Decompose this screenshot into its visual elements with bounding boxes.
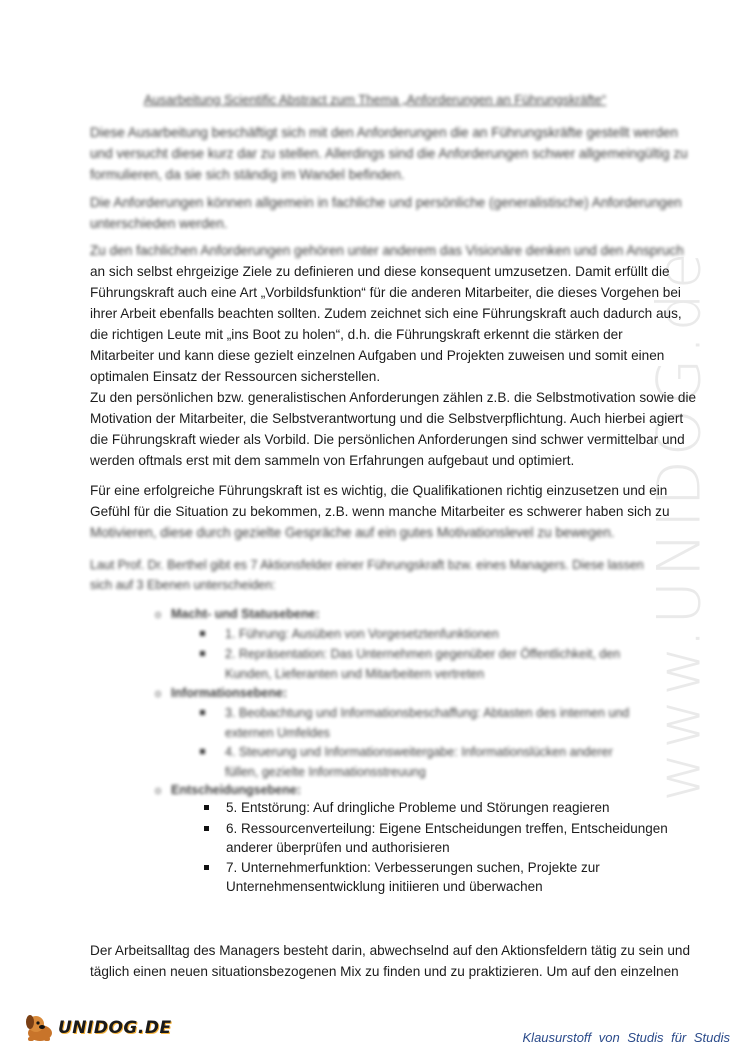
alltag-line: täglich einen neuen situationsbezogenen Mix zu finden und zu praktizieren. Um auf den einzelnen — [90, 964, 679, 979]
ring-bullet-icon: o — [155, 688, 162, 700]
square-bullet-icon — [200, 651, 205, 656]
fachlich-line: die richtigen Leute mit „ins Boot zu holen“, d.h. die Führungskraft erkennt die stärken der — [90, 327, 623, 342]
categories-line: unterschieden werden. — [90, 216, 228, 231]
list-item — [200, 742, 640, 782]
list-item — [200, 798, 640, 817]
unidog-logo[interactable] — [22, 1013, 172, 1043]
square-bullet-icon — [200, 631, 205, 636]
persoenlich-line: Motivation der Mitarbeiter, die Selbstverantwortung und die Selbstverpflichtung. Auch hierbei agiert — [90, 411, 684, 426]
list-item-text: 5. Entstörung: Auf dringliche Probleme und Störungen reagieren — [226, 800, 610, 815]
level-title: Informationsebene: — [171, 686, 287, 700]
list-item — [200, 703, 640, 743]
list-item-text: Kunden, Lieferanten und Mitarbeitern vertreten — [225, 667, 485, 681]
fachlich-line: Mitarbeiter und kann diese gezielt einzelnen Aufgaben und Projekten zuweisen und somit einen — [90, 348, 665, 363]
list-item — [200, 644, 640, 684]
categories-line: Die Anforderungen können allgemein in fachliche und persönliche (generalistische) Anforderungen — [90, 195, 682, 210]
persoenlich-line: Zu den persönlichen bzw. generalistischen Anforderungen zählen z.B. die Selbstmotivation sowie die — [90, 390, 697, 405]
erfolg-line: Für eine erfolgreiche Führungskraft ist es wichtig, die Qualifikationen richtig einzusetzen und ein — [90, 483, 668, 498]
square-bullet-icon — [204, 865, 209, 870]
berthel-line: Laut Prof. Dr. Berthel gibt es 7 Aktionsfelder einer Führungskraft bzw. eines Managers. Diese lassen — [90, 558, 644, 572]
persoenlich-paragraph — [90, 387, 697, 471]
ring-bullet-icon: o — [155, 609, 162, 621]
berthel-paragraph — [90, 555, 660, 595]
list-item — [200, 819, 668, 857]
dog-mascot-icon — [22, 1013, 58, 1043]
persoenlich-line: die Führungskraft wieder als Vorbild. Die persönlichen Anforderungen sind schwer vermittelbar und — [90, 432, 685, 447]
list-item-text: 1. Führung: Ausüben von Vorgesetztenfunktionen — [225, 627, 499, 641]
alltag-paragraph — [90, 940, 691, 982]
berthel-line: sich auf 3 Ebenen unterscheiden: — [90, 578, 276, 592]
erfolg-blurred-line — [90, 522, 660, 543]
square-bullet-icon — [200, 710, 205, 715]
list-item-text: 4. Steuerung und Informationsweitergabe: Informationslücken anderer — [225, 745, 613, 759]
fachlich-line: ihrer Arbeit ebenfalls beachten sollten. Zudem zeichnet sich eine Führungskraft auch dadurch aus, — [90, 306, 682, 321]
intro-line: und versucht diese kurz dar zu stellen. Allerdings sind die Anforderungen schwer allgemeingültig zu — [90, 146, 688, 161]
list-item-text: 2. Repräsentation: Das Unternehmen gegenüber der Öffentlichkeit, den — [225, 647, 621, 661]
square-bullet-icon — [200, 749, 205, 754]
fachlich-paragraph — [90, 261, 682, 387]
erfolg-last-line: Motivieren, diese durch gezielte Gespräche auf ein gutes Motivationslevel zu bewegen. — [90, 525, 615, 540]
intro-paragraph — [90, 122, 688, 185]
level-heading — [155, 683, 655, 704]
footer-slogan: Klausurstoff von Studis für Studis — [522, 1030, 730, 1045]
square-bullet-icon — [204, 826, 209, 831]
fachlich-line: an sich selbst ehrgeizige Ziele zu definieren und diese konsequent umzusetzen. Damit erfüllt die — [90, 264, 670, 279]
list-item-text: Unternehmensentwicklung initiieren und überwachen — [226, 879, 543, 894]
list-item-text: externen Umfeldes — [225, 726, 330, 740]
level-title: Macht- und Statusebene: — [171, 607, 320, 621]
persoenlich-line: werden oftmals erst mit dem sammeln von Erfahrungen aufgebaut und optimiert. — [90, 453, 575, 468]
alltag-line: Der Arbeitsalltag des Managers besteht darin, abwechselnd auf den Aktionsfeldern tätig zu sein und — [90, 943, 691, 958]
fachlich-line: Führungskraft auch eine Art „Vorbildsfunktion“ für die anderen Mitarbeiter, die dieses Vorgehen bei — [90, 285, 681, 300]
square-bullet-icon — [204, 805, 209, 810]
list-item-text: 7. Unternehmerfunktion: Verbesserungen suchen, Projekte zur — [226, 860, 600, 875]
document-title: Ausarbeitung Scientific Abstract zum Thema „Anforderungen an Führungskräfte“ — [143, 92, 607, 107]
fachlich-line: optimalen Einsatz der Ressourcen sicherstellen. — [90, 369, 381, 384]
level-title: Entscheidungsebene: — [171, 783, 301, 797]
fachlich-first-line: Zu den fachlichen Anforderungen gehören unter anderem das Visionäre denken und den Anspruch — [90, 243, 684, 258]
list-item — [200, 858, 640, 896]
erfolg-line: Gefühl für die Situation zu bekommen, z.B. wenn manche Mitarbeiter es schwerer haben sich zu — [90, 504, 670, 519]
watermark-text: www.UNIDOG.de — [645, 248, 715, 802]
list-item-text: 6. Ressourcenverteilung: Eigene Entscheidungen treffen, Entscheidungen — [226, 821, 668, 836]
logo-text: UNIDOG.DE — [58, 1018, 172, 1038]
list-item-text: 3. Beobachtung und Informationsbeschaffung: Abtasten des internen und — [225, 706, 630, 720]
intro-line: formulieren, da sie sich ständig im Wandel befinden. — [90, 167, 405, 182]
ring-bullet-icon: o — [155, 785, 162, 797]
list-item-text: anderer überprüfen und authorisieren — [226, 840, 450, 855]
erfolg-paragraph — [90, 480, 670, 522]
intro-line: Diese Ausarbeitung beschäftigt sich mit den Anforderungen die an Führungskräfte gestellt werden — [90, 125, 678, 140]
list-item-text: füllen, gezielte Informationsstreuung — [225, 765, 426, 779]
categories-paragraph — [90, 192, 682, 234]
level-heading — [155, 604, 655, 625]
fachlich-blurred-line — [90, 240, 684, 261]
list-item — [200, 624, 640, 644]
